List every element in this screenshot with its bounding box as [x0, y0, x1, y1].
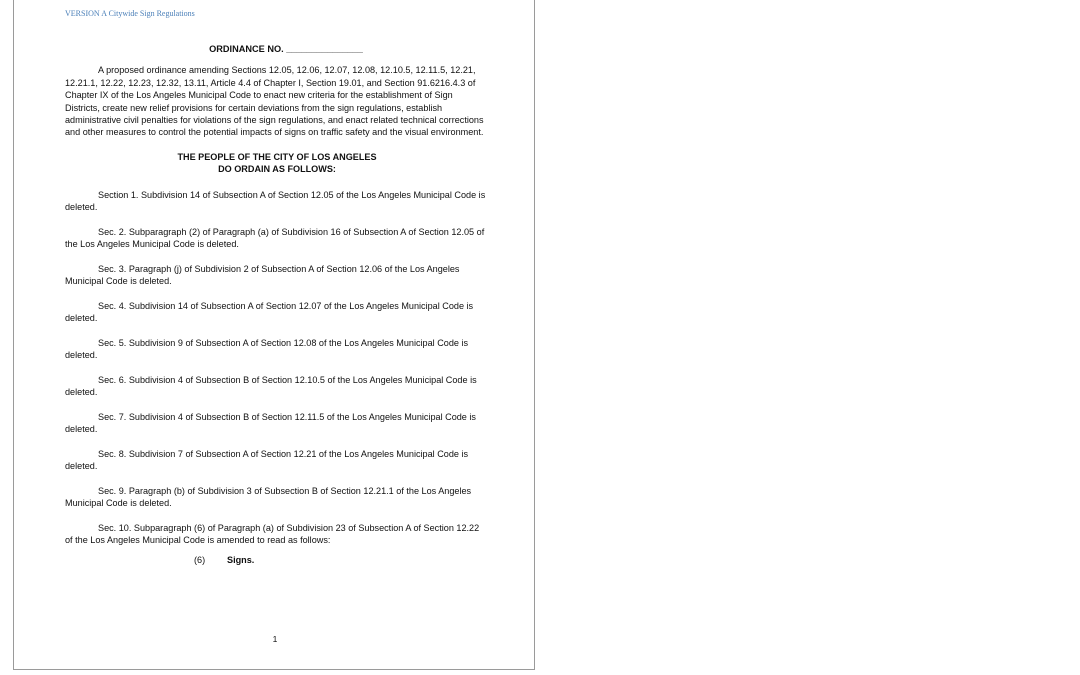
section-3: Sec. 3. Paragraph (j) of Subdivision 2 of Subsection A of Section 12.06 of the Los Angeles Municipal Code is deleted.	[65, 263, 460, 287]
section-2: Sec. 2. Subparagraph (2) of Paragraph (a) of Subdivision 16 of Subsection A of Section 12.05 of the Los Angeles Municipal Code is deleted.	[65, 226, 485, 250]
section-4: Sec. 4. Subdivision 14 of Subsection A of Section 12.07 of the Los Angeles Municipal Code is deleted.	[65, 300, 474, 324]
version-header: VERSION A Citywide Sign Regulations	[65, 9, 195, 18]
ordinance-title: ORDINANCE NO. _______________	[209, 44, 363, 54]
section-7: Sec. 7. Subdivision 4 of Subsection B of Section 12.11.5 of the Los Angeles Municipal Code is deleted.	[65, 411, 476, 435]
section-1: Section 1. Subdivision 14 of Subsection A of Section 12.05 of the Los Angeles Municipal Code is deleted.	[65, 189, 486, 213]
section-9: Sec. 9. Paragraph (b) of Subdivision 3 of Subsection B of Section 12.21.1 of the Los Angeles Municipal Code is deleted.	[65, 485, 472, 509]
document-page	[13, 0, 535, 670]
page-number: 1	[272, 634, 278, 644]
enacting-clause-line-2: DO ORDAIN AS FOLLOWS:	[218, 164, 336, 175]
ordinance-intro: A proposed ordinance amending Sections 12.05, 12.06, 12.07, 12.08, 12.10.5, 12.11.5, 12.21, 12.21.1, 12.22, 12.23, 12.32, 13.11, Article 4.4 of Chapter I, Section 19.01, and Section 91.6216.4.3 of Chapter IX of the Los Angeles Municipal Code to enact new criteria for the establishment of Sign Districts, create new relief provisions for certain deviations from the sign regulations, establish administrative civil penalties for violations of the sign regulations, and enact related technical corrections and other measures to control the potential impacts of signs on traffic safety and the visual environment.	[65, 65, 484, 138]
document-body	[65, 43, 489, 567]
enacting-clause	[65, 151, 489, 176]
section-6: Sec. 6. Subdivision 4 of Subsection B of Section 12.10.5 of the Los Angeles Municipal Code is deleted.	[65, 374, 477, 398]
subparagraph-number: (6)	[194, 555, 206, 566]
section-10: Sec. 10. Subparagraph (6) of Paragraph (a) of Subdivision 23 of Subsection A of Section 12.22 of the Los Angeles Municipal Code is amended to read as follows:	[65, 522, 480, 546]
section-8: Sec. 8. Subdivision 7 of Subsection A of Section 12.21 of the Los Angeles Municipal Code is deleted.	[65, 448, 469, 472]
section-5: Sec. 5. Subdivision 9 of Subsection A of Section 12.08 of the Los Angeles Municipal Code is deleted.	[65, 337, 469, 361]
subparagraph-6	[65, 554, 489, 566]
subparagraph-title: Signs.	[227, 555, 255, 566]
enacting-clause-line-1: THE PEOPLE OF THE CITY OF LOS ANGELES	[177, 151, 377, 162]
